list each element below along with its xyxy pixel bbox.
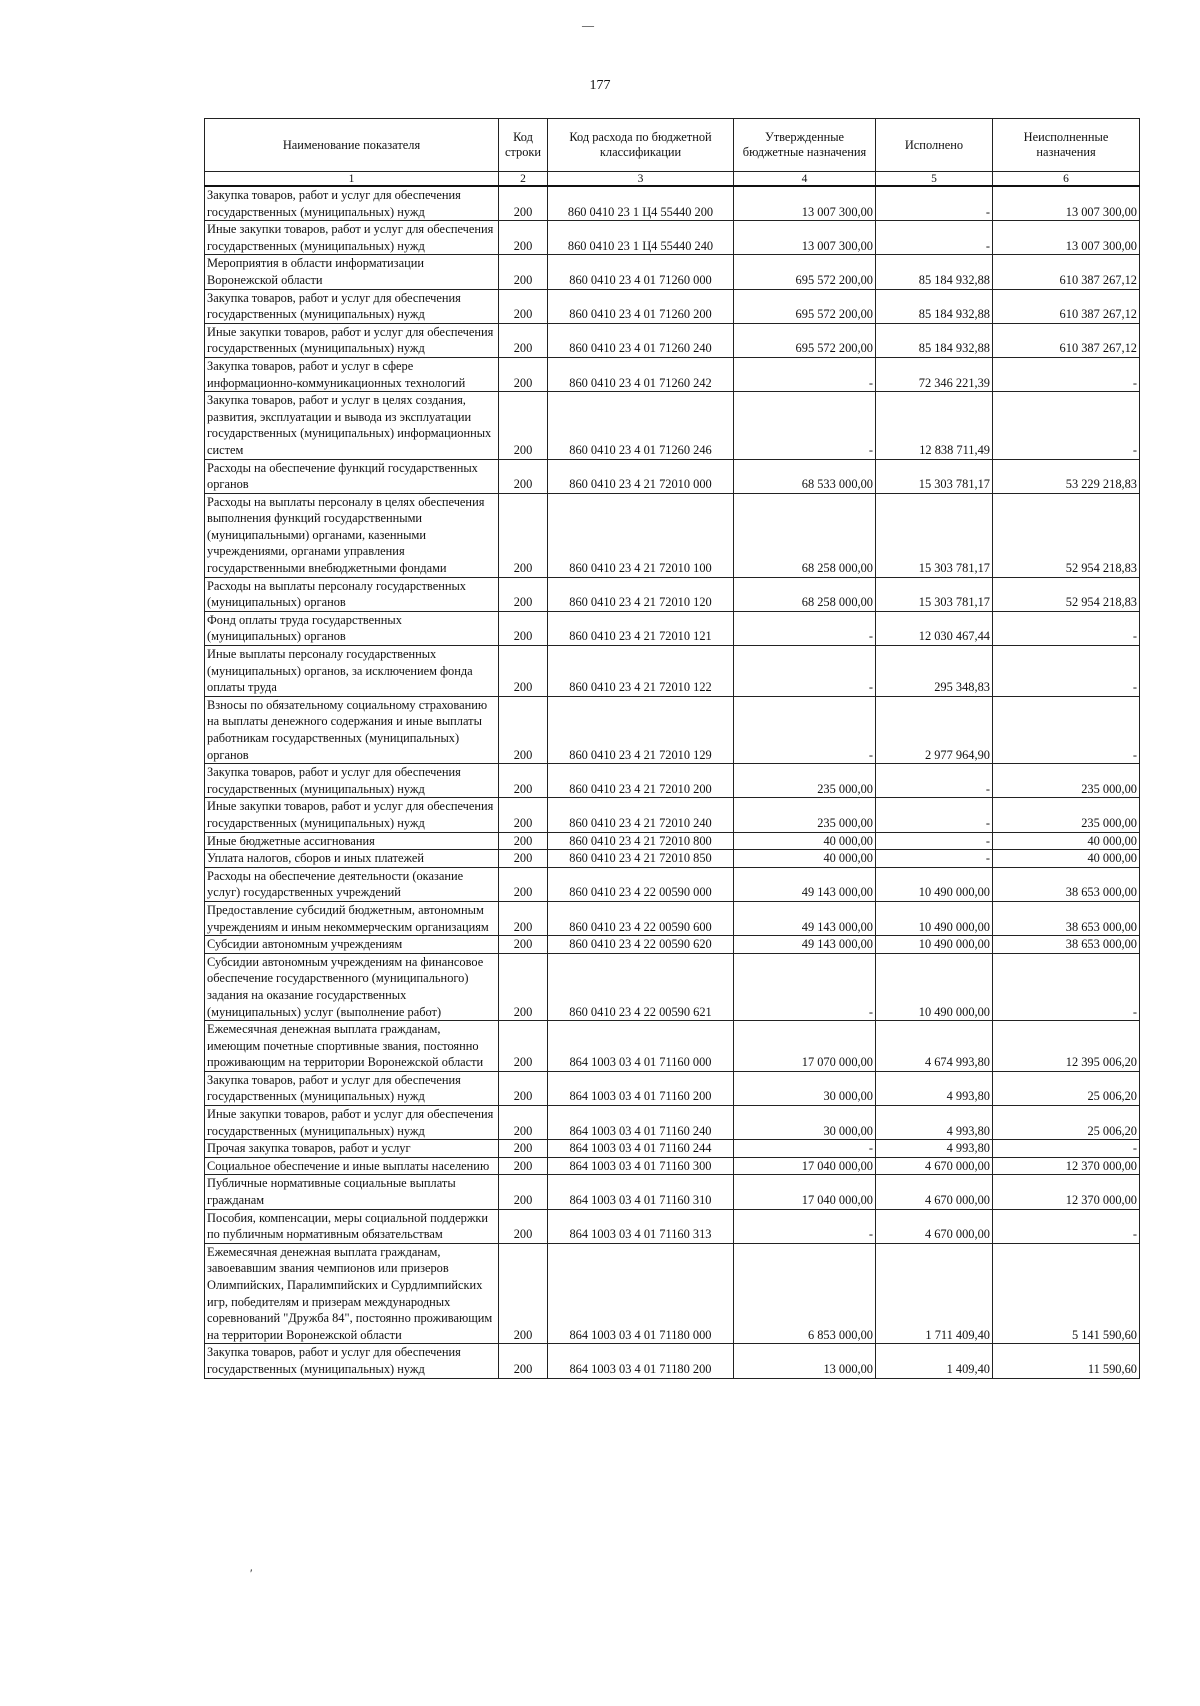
row-line-code: 200	[499, 832, 548, 850]
row-line-code: 200	[499, 392, 548, 459]
header-row	[205, 119, 1140, 172]
table-row	[205, 577, 1140, 611]
row-executed-amount: 4 993,80	[876, 1140, 993, 1158]
row-classification-code: 860 0410 23 4 21 72010 129	[548, 696, 734, 763]
row-approved-amount: 17 040 000,00	[734, 1157, 876, 1175]
row-name: Закупка товаров, работ и услуг в целях создания, развития, эксплуатации и вывода из эксплуатации государственных (муниципальных) информационных систем	[205, 392, 499, 459]
table-row	[205, 696, 1140, 763]
row-approved-amount: -	[734, 1209, 876, 1243]
row-unexecuted-amount: 40 000,00	[993, 832, 1140, 850]
row-line-code: 200	[499, 901, 548, 935]
column-header-line-code: Код строки	[499, 119, 548, 172]
row-classification-code: 864 1003 03 4 01 71160 200	[548, 1071, 734, 1105]
row-approved-amount: 17 070 000,00	[734, 1021, 876, 1072]
row-executed-amount: -	[876, 798, 993, 832]
row-executed-amount: -	[876, 186, 993, 221]
column-header-unexecuted: Неисполненные назначения	[993, 119, 1140, 172]
row-name: Субсидии автономным учреждениям на финансовое обеспечение государственного (муниципального) задания на оказание государственных (муниципальных) услуг (выполнение работ)	[205, 953, 499, 1020]
row-executed-amount: 15 303 781,17	[876, 493, 993, 577]
column-index: 6	[993, 172, 1140, 187]
row-executed-amount: 15 303 781,17	[876, 459, 993, 493]
row-name: Социальное обеспечение и иные выплаты населению	[205, 1157, 499, 1175]
row-classification-code: 860 0410 23 4 21 72010 800	[548, 832, 734, 850]
column-index: 3	[548, 172, 734, 187]
row-unexecuted-amount: 25 006,20	[993, 1106, 1140, 1140]
table-row	[205, 255, 1140, 289]
row-classification-code: 860 0410 23 4 22 00590 600	[548, 901, 734, 935]
row-line-code: 200	[499, 1106, 548, 1140]
row-line-code: 200	[499, 1021, 548, 1072]
row-line-code: 200	[499, 1140, 548, 1158]
row-executed-amount: 15 303 781,17	[876, 577, 993, 611]
table-row	[205, 646, 1140, 697]
table-row	[205, 289, 1140, 323]
table-row	[205, 832, 1140, 850]
row-name: Публичные нормативные социальные выплаты гражданам	[205, 1175, 499, 1209]
row-classification-code: 860 0410 23 4 01 71260 242	[548, 357, 734, 391]
row-unexecuted-amount: 52 954 218,83	[993, 493, 1140, 577]
row-classification-code: 864 1003 03 4 01 71180 000	[548, 1243, 734, 1344]
row-approved-amount: 13 007 300,00	[734, 186, 876, 221]
row-line-code: 200	[499, 611, 548, 645]
row-classification-code: 860 0410 23 4 22 00590 000	[548, 867, 734, 901]
row-approved-amount: 6 853 000,00	[734, 1243, 876, 1344]
row-approved-amount: 235 000,00	[734, 764, 876, 798]
row-classification-code: 860 0410 23 4 21 72010 122	[548, 646, 734, 697]
page-number: 177	[589, 78, 611, 93]
row-classification-code: 860 0410 23 4 21 72010 200	[548, 764, 734, 798]
row-name: Ежемесячная денежная выплата гражданам, завоевавшим звания чемпионов или призеров Олимпийских, Паралимпийских и Сурдлимпийских игр, победителям и призерам международных соревнований "Дружба 84", постоянно проживающим на территории Воронежской области	[205, 1243, 499, 1344]
table-row	[205, 186, 1140, 221]
row-approved-amount: 30 000,00	[734, 1106, 876, 1140]
row-name: Иные закупки товаров, работ и услуг для обеспечения государственных (муниципальных) нужд	[205, 1106, 499, 1140]
table-row	[205, 1140, 1140, 1158]
row-unexecuted-amount: 610 387 267,12	[993, 323, 1140, 357]
row-unexecuted-amount: -	[993, 646, 1140, 697]
row-executed-amount: 4 993,80	[876, 1071, 993, 1105]
table-row	[205, 798, 1140, 832]
row-approved-amount: -	[734, 611, 876, 645]
row-executed-amount: 2 977 964,90	[876, 696, 993, 763]
row-classification-code: 864 1003 03 4 01 71180 200	[548, 1344, 734, 1378]
table-row	[205, 953, 1140, 1020]
row-line-code: 200	[499, 186, 548, 221]
row-classification-code: 860 0410 23 4 01 71260 240	[548, 323, 734, 357]
row-approved-amount: -	[734, 646, 876, 697]
row-approved-amount: 68 258 000,00	[734, 493, 876, 577]
row-unexecuted-amount: 40 000,00	[993, 850, 1140, 868]
row-line-code: 200	[499, 646, 548, 697]
row-name: Иные закупки товаров, работ и услуг для обеспечения государственных (муниципальных) нужд	[205, 221, 499, 255]
row-unexecuted-amount: 53 229 218,83	[993, 459, 1140, 493]
row-line-code: 200	[499, 1071, 548, 1105]
row-unexecuted-amount: -	[993, 1209, 1140, 1243]
row-line-code: 200	[499, 1344, 548, 1378]
row-unexecuted-amount: 11 590,60	[993, 1344, 1140, 1378]
column-index: 5	[876, 172, 993, 187]
row-unexecuted-amount: -	[993, 953, 1140, 1020]
column-header-executed: Исполнено	[876, 119, 993, 172]
row-unexecuted-amount: 12 395 006,20	[993, 1021, 1140, 1072]
row-approved-amount: 40 000,00	[734, 850, 876, 868]
row-classification-code: 864 1003 03 4 01 71160 313	[548, 1209, 734, 1243]
row-executed-amount: 10 490 000,00	[876, 901, 993, 935]
row-approved-amount: 695 572 200,00	[734, 323, 876, 357]
row-executed-amount: 4 674 993,80	[876, 1021, 993, 1072]
table-row	[205, 1106, 1140, 1140]
row-name: Закупка товаров, работ и услуг для обеспечения государственных (муниципальных) нужд	[205, 1071, 499, 1105]
row-line-code: 200	[499, 1243, 548, 1344]
row-line-code: 200	[499, 867, 548, 901]
column-index: 2	[499, 172, 548, 187]
row-executed-amount: -	[876, 832, 993, 850]
row-line-code: 200	[499, 255, 548, 289]
row-unexecuted-amount: 610 387 267,12	[993, 289, 1140, 323]
row-classification-code: 864 1003 03 4 01 71160 000	[548, 1021, 734, 1072]
row-classification-code: 860 0410 23 4 01 71260 246	[548, 392, 734, 459]
row-approved-amount: 68 258 000,00	[734, 577, 876, 611]
table-row	[205, 1175, 1140, 1209]
row-classification-code: 864 1003 03 4 01 71160 244	[548, 1140, 734, 1158]
row-unexecuted-amount: 38 653 000,00	[993, 936, 1140, 954]
row-unexecuted-amount: -	[993, 357, 1140, 391]
budget-report-table	[204, 118, 1140, 1379]
row-line-code: 200	[499, 798, 548, 832]
row-approved-amount: -	[734, 696, 876, 763]
row-approved-amount: 235 000,00	[734, 798, 876, 832]
row-name: Закупка товаров, работ и услуг для обеспечения государственных (муниципальных) нужд	[205, 186, 499, 221]
row-line-code: 200	[499, 577, 548, 611]
row-line-code: 200	[499, 459, 548, 493]
row-name: Уплата налогов, сборов и иных платежей	[205, 850, 499, 868]
row-executed-amount: 295 348,83	[876, 646, 993, 697]
row-unexecuted-amount: 610 387 267,12	[993, 255, 1140, 289]
row-executed-amount: 10 490 000,00	[876, 936, 993, 954]
table-row	[205, 1243, 1140, 1344]
row-executed-amount: 12 838 711,49	[876, 392, 993, 459]
row-executed-amount: 72 346 221,39	[876, 357, 993, 391]
row-approved-amount: 30 000,00	[734, 1071, 876, 1105]
row-classification-code: 860 0410 23 4 21 72010 121	[548, 611, 734, 645]
row-unexecuted-amount: -	[993, 1140, 1140, 1158]
row-line-code: 200	[499, 221, 548, 255]
row-name: Взносы по обязательному социальному страхованию на выплаты денежного содержания и иные выплаты работникам государственных (муниципальных) органов	[205, 696, 499, 763]
table-row	[205, 1071, 1140, 1105]
row-classification-code: 860 0410 23 1 Ц4 55440 240	[548, 221, 734, 255]
row-executed-amount: 1 711 409,40	[876, 1243, 993, 1344]
row-name: Прочая закупка товаров, работ и услуг	[205, 1140, 499, 1158]
row-line-code: 200	[499, 936, 548, 954]
table-row	[205, 459, 1140, 493]
row-unexecuted-amount: 38 653 000,00	[993, 901, 1140, 935]
row-unexecuted-amount: 235 000,00	[993, 798, 1140, 832]
row-line-code: 200	[499, 953, 548, 1020]
row-classification-code: 860 0410 23 4 21 72010 850	[548, 850, 734, 868]
row-classification-code: 860 0410 23 4 21 72010 240	[548, 798, 734, 832]
row-unexecuted-amount: -	[993, 696, 1140, 763]
row-executed-amount: 85 184 932,88	[876, 255, 993, 289]
row-name: Расходы на выплаты персоналу государственных (муниципальных) органов	[205, 577, 499, 611]
row-name: Предоставление субсидий бюджетным, автономным учреждениям и иным некоммерческим организациям	[205, 901, 499, 935]
row-executed-amount: 85 184 932,88	[876, 323, 993, 357]
row-approved-amount: 68 533 000,00	[734, 459, 876, 493]
row-name: Мероприятия в области информатизации Воронежской области	[205, 255, 499, 289]
row-approved-amount: 695 572 200,00	[734, 255, 876, 289]
row-name: Закупка товаров, работ и услуг для обеспечения государственных (муниципальных) нужд	[205, 289, 499, 323]
row-classification-code: 864 1003 03 4 01 71160 300	[548, 1157, 734, 1175]
row-unexecuted-amount: 38 653 000,00	[993, 867, 1140, 901]
row-classification-code: 860 0410 23 4 01 71260 200	[548, 289, 734, 323]
row-classification-code: 860 0410 23 4 22 00590 620	[548, 936, 734, 954]
row-unexecuted-amount: 52 954 218,83	[993, 577, 1140, 611]
row-executed-amount: 10 490 000,00	[876, 953, 993, 1020]
table-row	[205, 850, 1140, 868]
row-name: Пособия, компенсации, меры социальной поддержки по публичным нормативным обязательствам	[205, 1209, 499, 1243]
table-row	[205, 1021, 1140, 1072]
row-line-code: 200	[499, 696, 548, 763]
column-header-classification-code: Код расхода по бюджетной классификации	[548, 119, 734, 172]
row-approved-amount: 17 040 000,00	[734, 1175, 876, 1209]
row-executed-amount: 12 030 467,44	[876, 611, 993, 645]
row-classification-code: 860 0410 23 4 21 72010 120	[548, 577, 734, 611]
table-row	[205, 357, 1140, 391]
row-unexecuted-amount: 13 007 300,00	[993, 221, 1140, 255]
row-approved-amount: 49 143 000,00	[734, 936, 876, 954]
table-row	[205, 901, 1140, 935]
table-row	[205, 1157, 1140, 1175]
row-name: Субсидии автономным учреждениям	[205, 936, 499, 954]
table-row	[205, 936, 1140, 954]
row-executed-amount: 1 409,40	[876, 1344, 993, 1378]
row-approved-amount: 13 000,00	[734, 1344, 876, 1378]
table-row	[205, 392, 1140, 459]
row-executed-amount: -	[876, 764, 993, 798]
table-body	[205, 186, 1140, 1378]
row-line-code: 200	[499, 1175, 548, 1209]
row-name: Фонд оплаты труда государственных (муниципальных) органов	[205, 611, 499, 645]
row-approved-amount: 49 143 000,00	[734, 867, 876, 901]
row-line-code: 200	[499, 357, 548, 391]
table-row	[205, 221, 1140, 255]
row-executed-amount: 10 490 000,00	[876, 867, 993, 901]
row-line-code: 200	[499, 289, 548, 323]
row-executed-amount: 4 993,80	[876, 1106, 993, 1140]
row-approved-amount: 40 000,00	[734, 832, 876, 850]
row-unexecuted-amount: -	[993, 392, 1140, 459]
row-line-code: 200	[499, 1157, 548, 1175]
row-unexecuted-amount: 12 370 000,00	[993, 1157, 1140, 1175]
row-name: Закупка товаров, работ и услуг в сфере информационно-коммуникационных технологий	[205, 357, 499, 391]
row-executed-amount: 85 184 932,88	[876, 289, 993, 323]
row-approved-amount: 695 572 200,00	[734, 289, 876, 323]
row-classification-code: 864 1003 03 4 01 71160 310	[548, 1175, 734, 1209]
row-approved-amount: 49 143 000,00	[734, 901, 876, 935]
row-approved-amount: -	[734, 953, 876, 1020]
row-classification-code: 860 0410 23 1 Ц4 55440 200	[548, 186, 734, 221]
row-executed-amount: 4 670 000,00	[876, 1175, 993, 1209]
row-name: Ежемесячная денежная выплата гражданам, имеющим почетные спортивные звания, постоянно проживающим на территории Воронежской области	[205, 1021, 499, 1072]
table-row	[205, 867, 1140, 901]
row-unexecuted-amount: 235 000,00	[993, 764, 1140, 798]
column-index-row	[205, 172, 1140, 187]
row-name: Иные закупки товаров, работ и услуг для обеспечения государственных (муниципальных) нужд	[205, 323, 499, 357]
row-classification-code: 860 0410 23 4 01 71260 000	[548, 255, 734, 289]
top-scan-mark: —	[582, 18, 594, 32]
row-unexecuted-amount: 13 007 300,00	[993, 186, 1140, 221]
row-approved-amount: 13 007 300,00	[734, 221, 876, 255]
row-line-code: 200	[499, 493, 548, 577]
row-name: Закупка товаров, работ и услуг для обеспечения государственных (муниципальных) нужд	[205, 1344, 499, 1378]
row-line-code: 200	[499, 850, 548, 868]
row-name: Расходы на выплаты персоналу в целях обеспечения выполнения функций государственными (муниципальными) органами, казенными учреждениями, органами управления государственными внебюджетными фондами	[205, 493, 499, 577]
row-unexecuted-amount: 25 006,20	[993, 1071, 1140, 1105]
row-name: Расходы на обеспечение деятельности (оказание услуг) государственных учреждений	[205, 867, 499, 901]
row-name: Расходы на обеспечение функций государственных органов	[205, 459, 499, 493]
row-line-code: 200	[499, 323, 548, 357]
table-row	[205, 1344, 1140, 1378]
table-row	[205, 493, 1140, 577]
row-unexecuted-amount: 12 370 000,00	[993, 1175, 1140, 1209]
row-name: Иные закупки товаров, работ и услуг для обеспечения государственных (муниципальных) нужд	[205, 798, 499, 832]
column-index: 1	[205, 172, 499, 187]
column-index: 4	[734, 172, 876, 187]
row-name: Иные выплаты персоналу государственных (муниципальных) органов, за исключением фонда оплаты труда	[205, 646, 499, 697]
row-approved-amount: -	[734, 357, 876, 391]
row-executed-amount: -	[876, 221, 993, 255]
column-header-name: Наименование показателя	[205, 119, 499, 172]
table-row	[205, 323, 1140, 357]
row-executed-amount: 4 670 000,00	[876, 1157, 993, 1175]
row-unexecuted-amount: 5 141 590,60	[993, 1243, 1140, 1344]
corner-mark: ′	[250, 1566, 253, 1580]
row-name: Закупка товаров, работ и услуг для обеспечения государственных (муниципальных) нужд	[205, 764, 499, 798]
row-line-code: 200	[499, 764, 548, 798]
row-classification-code: 860 0410 23 4 21 72010 100	[548, 493, 734, 577]
row-classification-code: 860 0410 23 4 21 72010 000	[548, 459, 734, 493]
row-line-code: 200	[499, 1209, 548, 1243]
row-executed-amount: -	[876, 850, 993, 868]
row-unexecuted-amount: -	[993, 611, 1140, 645]
row-approved-amount: -	[734, 392, 876, 459]
row-classification-code: 864 1003 03 4 01 71160 240	[548, 1106, 734, 1140]
table-row	[205, 611, 1140, 645]
row-name: Иные бюджетные ассигнования	[205, 832, 499, 850]
row-classification-code: 860 0410 23 4 22 00590 621	[548, 953, 734, 1020]
column-header-approved: Утвержденные бюджетные назначения	[734, 119, 876, 172]
table-row	[205, 1209, 1140, 1243]
row-executed-amount: 4 670 000,00	[876, 1209, 993, 1243]
table-row	[205, 764, 1140, 798]
row-approved-amount: -	[734, 1140, 876, 1158]
